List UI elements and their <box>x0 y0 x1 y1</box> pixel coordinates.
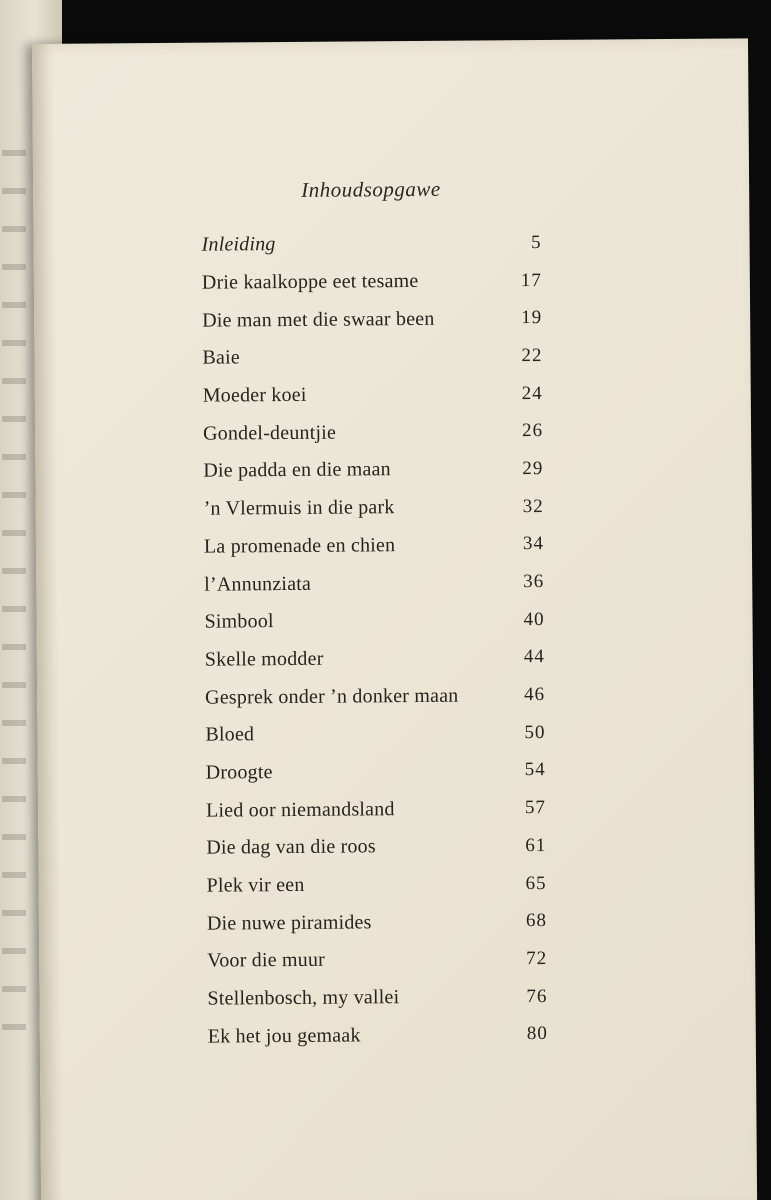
toc-entry-title: Drie kaalkoppe eet tesame <box>201 270 419 294</box>
toc-entry-title: Gesprek onder ’n donker maan <box>205 684 459 709</box>
toc-entry-title: Die padda en die maan <box>203 458 391 483</box>
toc-entry <box>205 714 545 754</box>
page-title: Inhoudsopgawe <box>301 176 441 202</box>
toc-entry <box>208 1015 548 1055</box>
toc-entry-page-number: 65 <box>525 872 547 894</box>
toc-entry <box>204 525 544 565</box>
toc-entry <box>204 601 544 641</box>
toc-entry <box>201 224 541 264</box>
toc-entry-page-number: 22 <box>521 344 543 367</box>
toc-entry-page-number: 19 <box>521 307 543 329</box>
toc-entry-title: Plek vir een <box>206 873 305 897</box>
toc-entry-page-number: 50 <box>524 721 546 743</box>
toc-entry-page-number: 36 <box>523 571 545 593</box>
facing-page-text-lines <box>2 150 26 1050</box>
toc-entry <box>207 978 547 1018</box>
toc-entry-title: l’Annunziata <box>204 572 312 596</box>
toc-entry-page-number: 26 <box>521 420 544 442</box>
toc-entry <box>202 262 542 302</box>
toc-entry <box>202 299 542 339</box>
toc-entry <box>206 789 546 829</box>
toc-entry-title: Gondel-deuntjie <box>202 421 337 445</box>
toc-entry <box>206 752 546 792</box>
toc-entry-title: Droogte <box>205 761 273 784</box>
toc-entry-title: Inleiding <box>201 233 276 257</box>
toc-entry-page-number: 46 <box>524 684 546 706</box>
toc-entry-title: Baie <box>202 346 241 370</box>
toc-entry <box>202 337 542 377</box>
toc-entry-page-number: 5 <box>530 231 542 253</box>
toc-entry-title: Lied oor niemandsland <box>205 797 395 822</box>
table-of-contents <box>201 224 548 1056</box>
toc-entry-page-number: 72 <box>526 947 548 970</box>
toc-entry-title: Moeder koei <box>202 383 307 407</box>
toc-entry-page-number: 34 <box>522 533 545 555</box>
toc-entry <box>203 375 543 415</box>
toc-entry-title: Skelle modder <box>204 647 324 671</box>
toc-entry-page-number: 40 <box>523 608 545 630</box>
toc-entry <box>204 488 544 528</box>
toc-entry-page-number: 24 <box>521 382 543 404</box>
toc-entry-title: Simbool <box>204 610 274 633</box>
toc-entry-title: Bloed <box>205 723 255 746</box>
toc-entry-page-number: 80 <box>526 1023 548 1045</box>
toc-entry-page-number: 54 <box>524 759 546 781</box>
toc-entry-title: La promenade en chien <box>203 534 396 558</box>
toc-entry <box>206 827 546 867</box>
toc-entry-title: Voor die muur <box>207 949 326 973</box>
toc-entry <box>207 940 547 980</box>
toc-entry <box>205 676 545 716</box>
contents-page <box>32 38 757 1200</box>
toc-entry <box>207 902 547 942</box>
toc-entry <box>206 865 546 905</box>
toc-entry-page-number: 57 <box>524 797 547 819</box>
toc-entry <box>205 639 545 679</box>
toc-entry <box>203 412 543 452</box>
toc-entry-page-number: 32 <box>522 495 544 517</box>
toc-entry-title: Die dag van die roos <box>206 835 376 859</box>
toc-entry <box>204 563 544 603</box>
toc-entry-page-number: 61 <box>525 834 547 856</box>
toc-entry-title: Ek het jou gemaak <box>207 1024 361 1048</box>
toc-entry-page-number: 68 <box>525 910 547 932</box>
toc-entry-page-number: 29 <box>522 457 544 480</box>
toc-entry-page-number: 44 <box>523 646 545 668</box>
toc-entry-page-number: 17 <box>520 269 542 291</box>
toc-entry-title: ’n Vlermuis in die park <box>203 496 395 520</box>
toc-entry-title: Die man met die swaar been <box>202 307 435 332</box>
toc-entry-title: Die nuwe piramides <box>206 911 372 935</box>
toc-entry <box>203 450 543 490</box>
toc-entry-page-number: 76 <box>526 985 548 1007</box>
toc-entry-title: Stellenbosch, my vallei <box>207 986 400 1010</box>
